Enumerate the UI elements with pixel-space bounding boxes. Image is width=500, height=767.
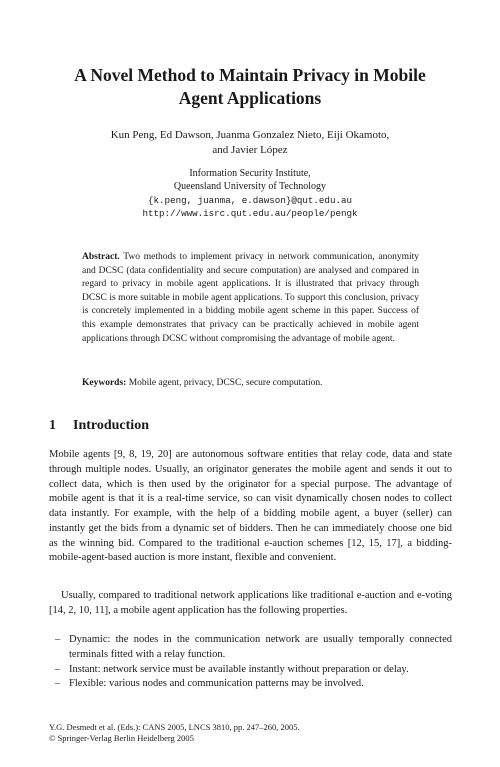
intro-paragraph-2: Usually, compared to traditional network applications like traditional e-auction and e-voting [14, 2, 10, 11], a mobile agent application has the following properties. (49, 590, 452, 616)
citation-line: Y.G. Desmedt et al. (Eds.): CANS 2005, LNCS 3810, pp. 247–260, 2005. (49, 722, 300, 732)
section-heading (49, 417, 149, 435)
list-item-text: Flexible: various nodes and communication patterns may be involved. (69, 678, 364, 690)
title-line-1: A Novel Method to Maintain Privacy in Mobile (74, 65, 426, 85)
copyright-line: © Springer-Verlag Berlin Heidelberg 2005 (49, 733, 194, 743)
abstract-label: Abstract. (82, 252, 120, 262)
intro-paragraph-1: Mobile agents [9, 8, 19, 20] are autonomous software entities that relay code, data and state through multiple nodes. Usually, an originator generates the mobile agent and sends it out to collect data, which is then used by the originator for a special purpose. The advantage of mobile agent is that it is a real-time service, so can visit dynamically chosen nodes to collect data instantly. For example, with the help of a bidding mobile agent, a buyer (seller) can instantly get the bids from a dynamic set of bidders. Then he can immediately choose one bid as the winning bid. Compared to the traditional e-auction schemes [12, 15, 17], a bidding-mobile-agent-based auction is more instant, flexible and convenient. (49, 449, 452, 564)
list-item (49, 663, 452, 678)
section-number: 1 (49, 418, 56, 433)
affiliation-block (60, 167, 440, 220)
abstract-text: Two methods to implement privacy in network communication, anonymity and DCSC (data confidentiality and secure computation) are analysed and compared in regard to privacy in mobile agent applications. It is illustrated that privacy through DCSC is more suitable in mobile agent applications. To support this conclusion, privacy is concretely implemented in a bidding mobile agent scheme in this paper. Success of this example demonstrates that privacy can be practically achieved in mobile agent applications through DCSC without compromising the advantage of mobile agent. (82, 252, 419, 344)
list-item-text: Instant: network service must be available instantly without preparation or delay. (69, 663, 409, 675)
keywords-label: Keywords: (82, 378, 127, 388)
list-dash: – (55, 663, 61, 675)
author-emails: {k.peng, juanma, e.dawson}@qut.edu.au (148, 194, 352, 206)
paper-title (40, 64, 460, 110)
section-title: Introduction (73, 418, 149, 433)
keywords-text: Mobile agent, privacy, DCSC, secure computation. (128, 378, 323, 388)
authors-line-1: Kun Peng, Ed Dawson, Juanma Gonzalez Nieto, Eiji Okamoto, (110, 129, 390, 141)
abstract (82, 251, 419, 346)
authors-line-2: and Javier López (212, 144, 288, 156)
page-footer (49, 722, 459, 744)
affiliation-institute: Information Security Institute, (189, 168, 311, 179)
list-item (49, 677, 452, 692)
affiliation-university: Queensland University of Technology (173, 181, 327, 193)
list-dash: – (55, 678, 61, 690)
list-item (49, 633, 452, 663)
title-line-2: Agent Applications (178, 88, 322, 108)
property-list (49, 633, 452, 692)
author-homepage-url: http://www.isrc.qut.edu.au/people/pengk (142, 207, 358, 219)
list-dash: – (55, 634, 61, 645)
list-item-text: Dynamic: the nodes in the communication network are usually temporally connected terminals fitted with a relay function. (69, 634, 452, 660)
author-list (60, 128, 440, 158)
keywords (82, 377, 419, 391)
